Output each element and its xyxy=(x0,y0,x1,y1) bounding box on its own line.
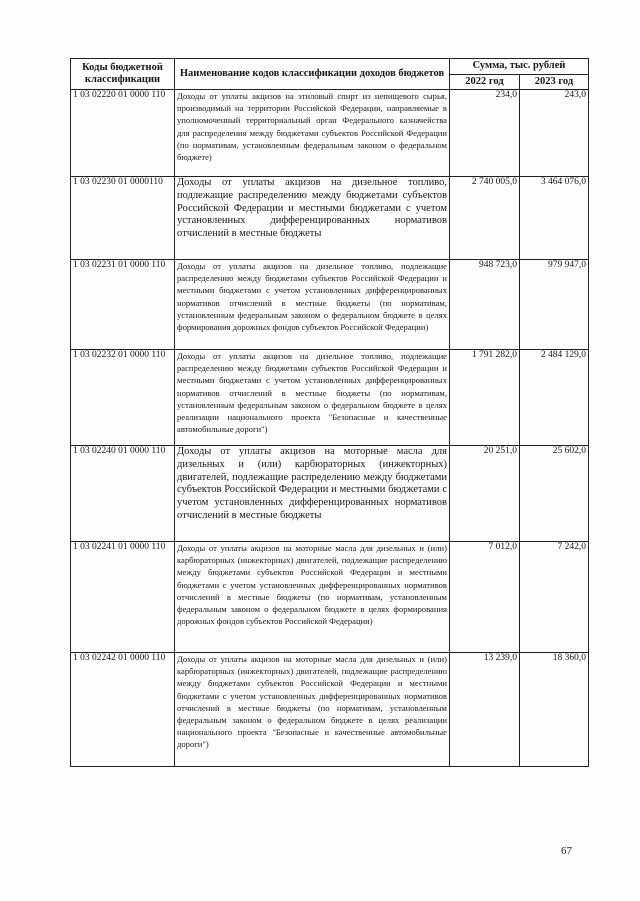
budget-revenue-table xyxy=(70,58,589,767)
table-row xyxy=(71,90,589,177)
row-value-2022: 2 740 005,0 xyxy=(450,177,520,260)
table-row xyxy=(71,653,589,767)
row-code: 1 03 02231 01 0000 110 xyxy=(71,260,175,350)
row-value-2023: 7 242,0 xyxy=(520,542,589,653)
table-row xyxy=(71,177,589,260)
row-code: 1 03 02230 01 0000110 xyxy=(71,177,175,260)
page-number: 67 xyxy=(561,845,572,857)
row-value-2022: 20 251,0 xyxy=(450,446,520,542)
row-value-2023: 243,0 xyxy=(520,90,589,177)
row-value-2022: 1 791 282,0 xyxy=(450,350,520,446)
row-value-2022: 13 239,0 xyxy=(450,653,520,767)
row-name: Доходы от уплаты акцизов на моторные масла для дизельных и (или) карбюраторных (инжекторных) двигателей, подлежащие распределению между бюджетами субъектов Российской Федерации и местными бюджетами с учетом установленных дифференцированных нормативов отчислений в местные бюджеты (по нормативам, установленным федеральным законом о федеральном бюджете в целях формирования дорожных фондов субъектов Российской Федерации) xyxy=(175,542,450,653)
header-sum: Сумма, тыс. рублей xyxy=(450,59,589,75)
row-value-2023: 2 484 129,0 xyxy=(520,350,589,446)
table-row xyxy=(71,350,589,446)
row-value-2022: 948 723,0 xyxy=(450,260,520,350)
table-row xyxy=(71,542,589,653)
row-code: 1 03 02242 01 0000 110 xyxy=(71,653,175,767)
row-value-2023: 18 360,0 xyxy=(520,653,589,767)
table-row xyxy=(71,446,589,542)
table-row xyxy=(71,260,589,350)
row-code: 1 03 02240 01 0000 110 xyxy=(71,446,175,542)
row-value-2023: 3 464 076,0 xyxy=(520,177,589,260)
row-name: Доходы от уплаты акцизов на дизельное топливо, подлежащие распределению между бюджетами субъектов Российской Федерации и местными бюджетами с учетом установленных дифференцированных нормативов отчислений в местные бюджеты (по нормативам, установленным федеральным законом о федеральном бюджете в целях реализации национального проекта "Безопасные и качественные автомобильные дороги") xyxy=(175,350,450,446)
row-code: 1 03 02232 01 0000 110 xyxy=(71,350,175,446)
header-name: Наименование кодов классификации доходов бюджетов xyxy=(175,59,450,90)
header-year-2022: 2022 год xyxy=(450,74,520,90)
row-value-2022: 234,0 xyxy=(450,90,520,177)
row-name: Доходы от уплаты акцизов на этиловый спирт из непищевого сырья, производимый на территории Российской Федерации, направляемые в уполномоченный территориальный орган Федерального казначейства для распределения между бюджетами субъектов Российской Федерации (по нормативам, установленным федеральным законом о федеральном бюджете) xyxy=(175,90,450,177)
row-value-2023: 25 602,0 xyxy=(520,446,589,542)
row-code: 1 03 02241 01 0000 110 xyxy=(71,542,175,653)
row-name: Доходы от уплаты акцизов на моторные масла для дизельных и (или) карбюраторных (инжекторных) двигателей, подлежащие распределению между бюджетами субъектов Российской Федерации и местными бюджетами с учетом установленных дифференцированных нормативов отчислений в местные бюджеты xyxy=(175,446,450,542)
header-year-2023: 2023 год xyxy=(520,74,589,90)
row-name: Доходы от уплаты акцизов на моторные масла для дизельных и (или) карбюраторных (инжекторных) двигателей, подлежащие распределению между бюджетами субъектов Российской Федерации и местными бюджетами с учетом установленных дифференцированных нормативов отчислений в местные бюджеты (по нормативам, установленным федеральным законом о федеральном бюджете в целях реализации национального проекта "Безопасные и качественные автомобильные дороги") xyxy=(175,653,450,767)
row-value-2023: 979 947,0 xyxy=(520,260,589,350)
header-codes: Коды бюджетной классификации xyxy=(71,59,175,90)
row-name: Доходы от уплаты акцизов на дизельное топливо, подлежащие распределению между бюджетами субъектов Российской Федерации и местными бюджетами с учетом установленных дифференцированных нормативов отчислений в местные бюджеты xyxy=(175,177,450,260)
row-code: 1 03 02220 01 0000 110 xyxy=(71,90,175,177)
row-value-2022: 7 012,0 xyxy=(450,542,520,653)
row-name: Доходы от уплаты акцизов на дизельное топливо, подлежащие распределению между бюджетами субъектов Российской Федерации и местными бюджетами с учетом установленных дифференцированных нормативов отчислений в местные бюджеты (по нормативам, установленным федеральным законом о федеральном бюджете в целях формирования дорожных фондов субъектов Российской Федерации) xyxy=(175,260,450,350)
